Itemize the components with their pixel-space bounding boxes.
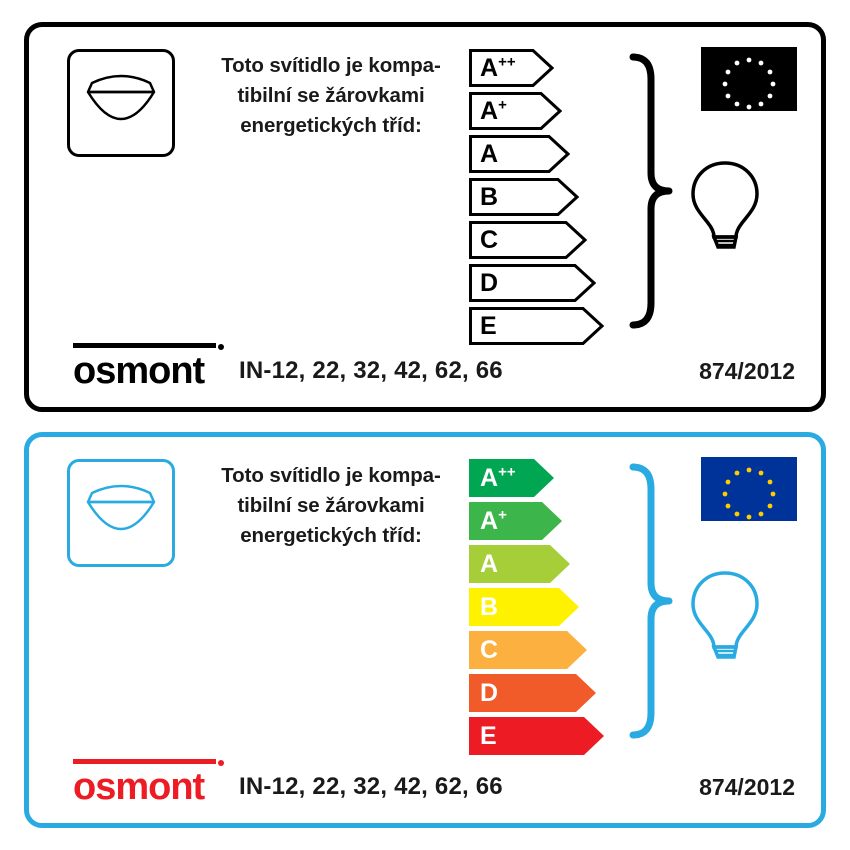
headline-line-3: energetických tříd:: [240, 524, 422, 547]
energy-label-card-monochrome: [24, 22, 826, 412]
class-letter: E: [480, 312, 497, 340]
energy-label-card-color: [24, 432, 826, 828]
energy-class-row: [469, 502, 629, 540]
energy-class-row: [469, 545, 629, 583]
energy-class-arrow-list: [469, 459, 629, 760]
energy-class-row: [469, 674, 629, 712]
class-letter: A++: [480, 463, 516, 492]
light-bulb-icon: [684, 567, 766, 665]
luminaire-pictogram-box: [67, 459, 175, 567]
headline-line-1: Toto svítidlo je kompa-: [221, 464, 441, 487]
regulation-number: 874/2012: [699, 774, 795, 800]
class-letter: A: [480, 550, 499, 578]
energy-class-row: [469, 307, 629, 345]
class-letter: D: [480, 269, 499, 297]
brace-icon: [629, 463, 677, 739]
svg-text:osmont: osmont: [73, 350, 205, 391]
class-letter: A: [480, 140, 499, 168]
headline-text: [201, 461, 461, 551]
headline-line-2: tibilní se žárovkami: [237, 494, 425, 517]
class-letter: C: [480, 636, 499, 664]
energy-class-arrow-list: [469, 49, 629, 350]
headline-line-3: energetických tříd:: [240, 114, 422, 137]
class-letter: A+: [480, 96, 507, 125]
class-letter: A+: [480, 506, 507, 535]
regulation-number: 874/2012: [699, 358, 795, 384]
eu-flag-icon: [701, 457, 797, 521]
osmont-logo: [71, 339, 231, 391]
energy-class-row: [469, 631, 629, 669]
model-code: IN-12, 22, 32, 42, 62, 66: [239, 773, 503, 800]
class-letter: D: [480, 679, 499, 707]
class-letter: A++: [480, 53, 516, 82]
energy-class-row: [469, 717, 629, 755]
energy-class-row: [469, 221, 629, 259]
energy-class-row: [469, 135, 629, 173]
eu-flag-icon: [701, 47, 797, 111]
svg-text:osmont: osmont: [73, 766, 205, 807]
osmont-logo: [71, 755, 231, 807]
wall-luminaire-icon: [70, 462, 172, 564]
energy-class-row: [469, 264, 629, 302]
luminaire-pictogram-box: [67, 49, 175, 157]
class-letter: B: [480, 183, 499, 211]
headline-line-1: Toto svítidlo je kompa-: [221, 54, 441, 77]
light-bulb-icon: [684, 157, 766, 255]
energy-class-row: [469, 588, 629, 626]
wall-luminaire-icon: [70, 52, 172, 154]
brace-icon: [629, 53, 677, 329]
energy-class-row: [469, 49, 629, 87]
headline-line-2: tibilní se žárovkami: [237, 84, 425, 107]
headline-text: [201, 51, 461, 141]
class-letter: C: [480, 226, 499, 254]
energy-class-row: [469, 178, 629, 216]
model-code: IN-12, 22, 32, 42, 62, 66: [239, 357, 503, 384]
class-letter: E: [480, 722, 497, 750]
energy-class-row: [469, 459, 629, 497]
class-letter: B: [480, 593, 499, 621]
energy-class-row: [469, 92, 629, 130]
